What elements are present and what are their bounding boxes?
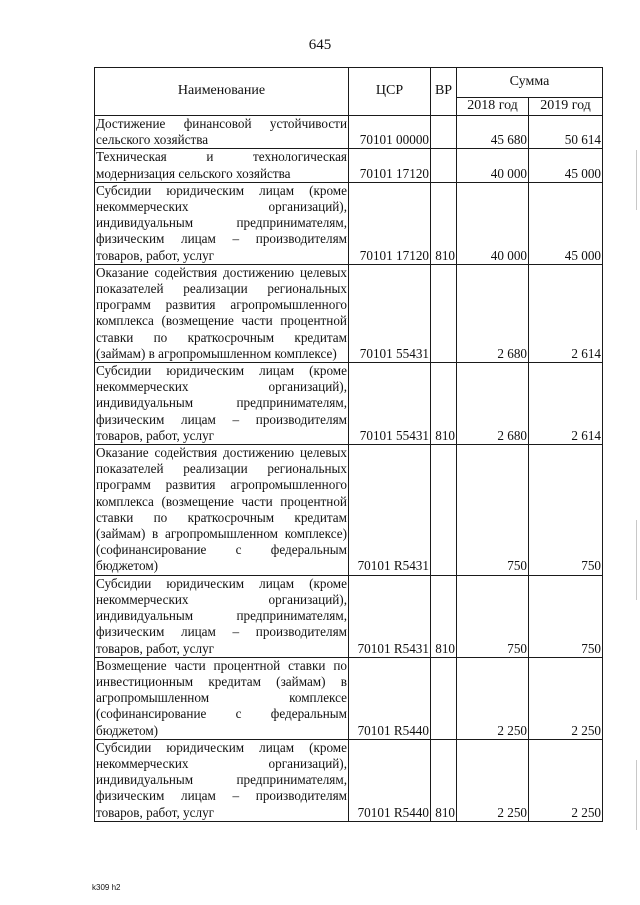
row-sum-2019: 45 000 <box>529 149 603 182</box>
row-sum-2019: 2 250 <box>529 739 603 821</box>
row-csr: 70101 17120 <box>349 149 431 182</box>
row-name: Субсидии юридическим лицам (кроме некоммерческих организаций), индивидуальным предпринимателям, физическим лицам – производителям товаров, работ, услуг <box>96 739 347 820</box>
row-vr: 810 <box>431 182 457 264</box>
row-vr: 810 <box>431 739 457 821</box>
header-year-2019: 2019 год <box>529 98 603 116</box>
margin-mark <box>636 760 637 830</box>
margin-mark <box>636 520 637 600</box>
row-csr: 70101 R5431 <box>349 575 431 657</box>
row-csr: 70101 R5440 <box>349 657 431 739</box>
table-row <box>95 116 603 149</box>
row-vr <box>431 264 457 362</box>
row-name: Техническая и технологическая модернизация сельского хозяйства <box>96 149 347 181</box>
header-csr: ЦСР <box>349 68 431 116</box>
table-row <box>95 575 603 657</box>
row-vr: 810 <box>431 575 457 657</box>
row-sum-2018: 750 <box>457 445 529 576</box>
table-header <box>95 68 603 116</box>
row-csr: 70101 55431 <box>349 264 431 362</box>
row-sum-2018: 2 250 <box>457 739 529 821</box>
row-csr: 70101 00000 <box>349 116 431 149</box>
row-sum-2019: 750 <box>529 445 603 576</box>
row-sum-2019: 750 <box>529 575 603 657</box>
row-sum-2018: 750 <box>457 575 529 657</box>
row-vr <box>431 116 457 149</box>
budget-table <box>94 67 603 822</box>
row-sum-2019: 45 000 <box>529 182 603 264</box>
row-sum-2019: 2 614 <box>529 264 603 362</box>
row-vr <box>431 445 457 576</box>
row-vr <box>431 149 457 182</box>
row-csr: 70101 R5440 <box>349 739 431 821</box>
row-name: Оказание содействия достижению целевых показателей реализации региональных программ развития агропромышленного комплекса (возмещение части процентной ставки по краткосрочным кредитам (займам) в агропромышленном комплексе) <box>96 264 347 361</box>
row-csr: 70101 17120 <box>349 182 431 264</box>
header-name: Наименование <box>95 68 349 116</box>
row-sum-2019: 2 250 <box>529 657 603 739</box>
header-vr: ВР <box>431 68 457 116</box>
row-name: Достижение финансовой устойчивости сельского хозяйства <box>96 116 347 148</box>
row-sum-2018: 40 000 <box>457 182 529 264</box>
row-vr: 810 <box>431 363 457 445</box>
header-sum: Сумма <box>457 68 603 98</box>
margin-mark <box>636 150 637 210</box>
row-sum-2018: 45 680 <box>457 116 529 149</box>
row-name: Оказание содействия достижению целевых показателей реализации региональных программ развития агропромышленного комплекса (возмещение части процентной ставки по краткосрочным кредитам (займам) в агропромышленном комплексе) (софинансирование с федеральным бюджетом) <box>96 445 347 574</box>
table-row <box>95 264 603 362</box>
table-body <box>95 116 603 822</box>
row-sum-2018: 2 250 <box>457 657 529 739</box>
row-sum-2019: 50 614 <box>529 116 603 149</box>
table-row <box>95 657 603 739</box>
table-row <box>95 363 603 445</box>
table-row <box>95 445 603 576</box>
page-number: 645 <box>308 37 332 53</box>
header-year-2018: 2018 год <box>457 98 529 116</box>
row-name: Субсидии юридическим лицам (кроме некоммерческих организаций), индивидуальным предпринимателям, физическим лицам – производителям товаров, работ, услуг <box>96 182 347 263</box>
row-vr <box>431 657 457 739</box>
table-row <box>95 739 603 821</box>
row-csr: 70101 R5431 <box>349 445 431 576</box>
row-sum-2018: 2 680 <box>457 363 529 445</box>
row-csr: 70101 55431 <box>349 363 431 445</box>
row-name: Возмещение части процентной ставки по инвестиционным кредитам (займам) в агропромышленном комплексе (софинансирование с федеральным бюджетом) <box>96 657 347 738</box>
row-sum-2018: 2 680 <box>457 264 529 362</box>
row-name: Субсидии юридическим лицам (кроме некоммерческих организаций), индивидуальным предпринимателям, физическим лицам – производителям товаров, работ, услуг <box>96 575 347 656</box>
row-sum-2018: 40 000 <box>457 149 529 182</box>
row-name: Субсидии юридическим лицам (кроме некоммерческих организаций), индивидуальным предпринимателям, физическим лицам – производителям товаров, работ, услуг <box>96 363 347 443</box>
table-row <box>95 182 603 264</box>
row-sum-2019: 2 614 <box>529 363 603 445</box>
table-row <box>95 149 603 182</box>
document-code: k309 h2 <box>92 883 121 892</box>
